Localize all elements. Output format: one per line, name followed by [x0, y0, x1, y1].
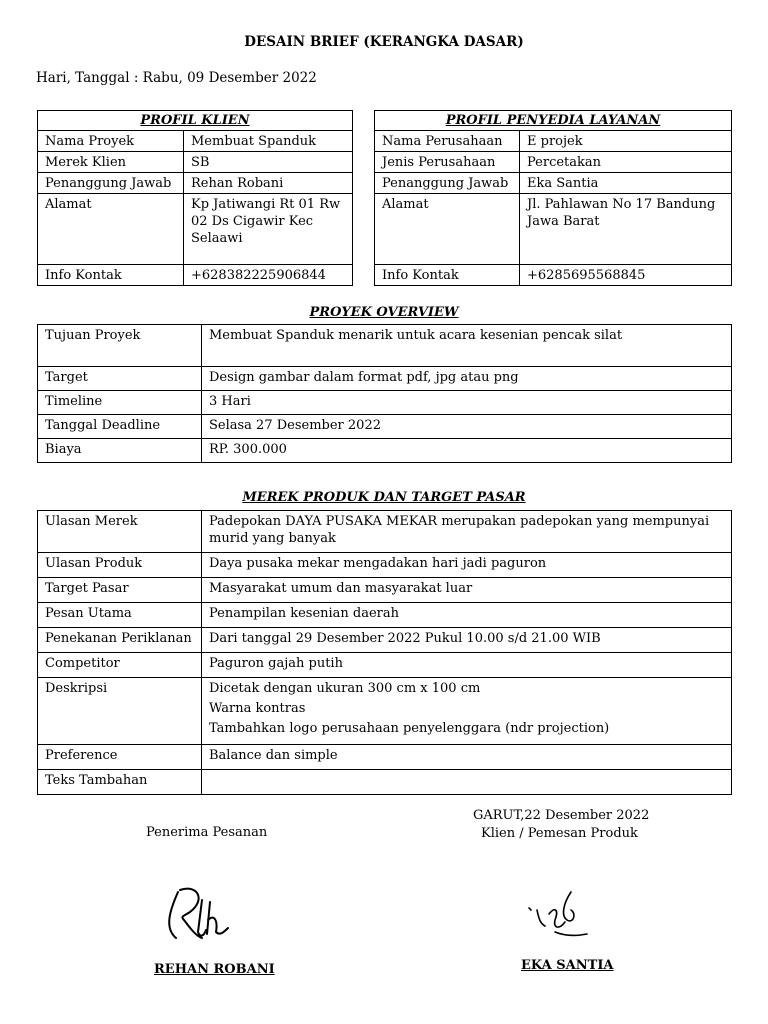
row-label: Biaya	[38, 439, 202, 463]
client-name: EKA SANTIA	[521, 958, 614, 973]
row-label: Ulasan Merek	[38, 511, 202, 553]
row-label: Alamat	[375, 194, 520, 265]
row-label: Info Kontak	[375, 265, 520, 286]
date-line: Hari, Tanggal : Rabu, 09 Desember 2022	[36, 70, 317, 86]
row-value	[202, 770, 732, 795]
project-overview-heading: PROYEK OVERVIEW	[309, 305, 459, 320]
row-value: Dari tanggal 29 Desember 2022 Pukul 10.00 s/d 21.00 WIB	[202, 628, 732, 653]
row-value: SB	[184, 152, 353, 173]
row-value: Rehan Robani	[184, 173, 353, 194]
provider-profile-table	[374, 110, 732, 286]
client-label: Klien / Pemesan Produk	[481, 826, 638, 841]
row-label: Nama Proyek	[38, 131, 184, 152]
document-title: DESAIN BRIEF (KERANGKA DASAR)	[244, 34, 524, 50]
row-label: Info Kontak	[38, 265, 184, 286]
row-label: Target	[38, 367, 202, 391]
description-line: Tambahkan logo perusahaan penyelenggara (ndr projection)	[209, 721, 610, 736]
row-value: E projek	[520, 131, 732, 152]
row-value: Membuat Spanduk menarik untuk acara kesenian pencak silat	[202, 325, 732, 367]
row-label: Competitor	[38, 653, 202, 678]
description-line: Dicetak dengan ukuran 300 cm x 100 cm	[209, 681, 481, 696]
row-value: RP. 300.000	[202, 439, 732, 463]
row-value: Membuat Spanduk	[184, 131, 353, 152]
row-label: Tanggal Deadline	[38, 415, 202, 439]
description-line: Warna kontras	[209, 701, 306, 716]
row-label: Penanggung Jawab	[38, 173, 184, 194]
row-label: Target Pasar	[38, 578, 202, 603]
row-value: Daya pusaka mekar mengadakan hari jadi paguron	[202, 553, 732, 578]
brand-market-table	[37, 510, 732, 795]
row-value: Masyarakat umum dan masyarakat luar	[202, 578, 732, 603]
row-label: Tujuan Proyek	[38, 325, 202, 367]
row-value: Penampilan kesenian daerah	[202, 603, 732, 628]
row-label: Penanggung Jawab	[375, 173, 520, 194]
row-value: Padepokan DAYA PUSAKA MEKAR merupakan padepokan yang mempunyai murid yang banyak	[202, 511, 732, 553]
row-value: Kp Jatiwangi Rt 01 Rw 02 Ds Cigawir Kec Selaawi	[184, 194, 353, 265]
row-value: Percetakan	[520, 152, 732, 173]
signing-date: GARUT,22 Desember 2022	[473, 808, 650, 823]
left-signature-image	[150, 880, 250, 950]
row-label: Alamat	[38, 194, 184, 265]
row-value: +6285695568845	[520, 265, 732, 286]
row-label: Ulasan Produk	[38, 553, 202, 578]
row-value: Paguron gajah putih	[202, 653, 732, 678]
receiver-label: Penerima Pesanan	[146, 825, 268, 840]
row-value: 3 Hari	[202, 391, 732, 415]
row-value: Design gambar dalam format pdf, jpg atau png	[202, 367, 732, 391]
project-overview-table	[37, 324, 732, 463]
right-signature-image	[515, 880, 605, 950]
row-label: Deskripsi	[38, 678, 202, 745]
row-label: Timeline	[38, 391, 202, 415]
row-value: Jl. Pahlawan No 17 Bandung Jawa Barat	[520, 194, 732, 265]
client-profile-heading: PROFIL KLIEN	[38, 111, 353, 131]
row-value: Balance dan simple	[202, 745, 732, 770]
row-value-lines	[202, 678, 732, 745]
client-profile-table	[37, 110, 353, 286]
row-label: Merek Klien	[38, 152, 184, 173]
row-value: +628382225906844	[184, 265, 353, 286]
row-value: Selasa 27 Desember 2022	[202, 415, 732, 439]
brand-market-heading: MEREK PRODUK DAN TARGET PASAR	[242, 490, 526, 505]
receiver-name: REHAN ROBANI	[154, 962, 275, 977]
row-label: Preference	[38, 745, 202, 770]
row-label: Penekanan Periklanan	[38, 628, 202, 653]
row-value: Eka Santia	[520, 173, 732, 194]
row-label: Nama Perusahaan	[375, 131, 520, 152]
provider-profile-heading: PROFIL PENYEDIA LAYANAN	[375, 111, 732, 131]
row-label: Teks Tambahan	[38, 770, 202, 795]
row-label: Jenis Perusahaan	[375, 152, 520, 173]
row-label: Pesan Utama	[38, 603, 202, 628]
